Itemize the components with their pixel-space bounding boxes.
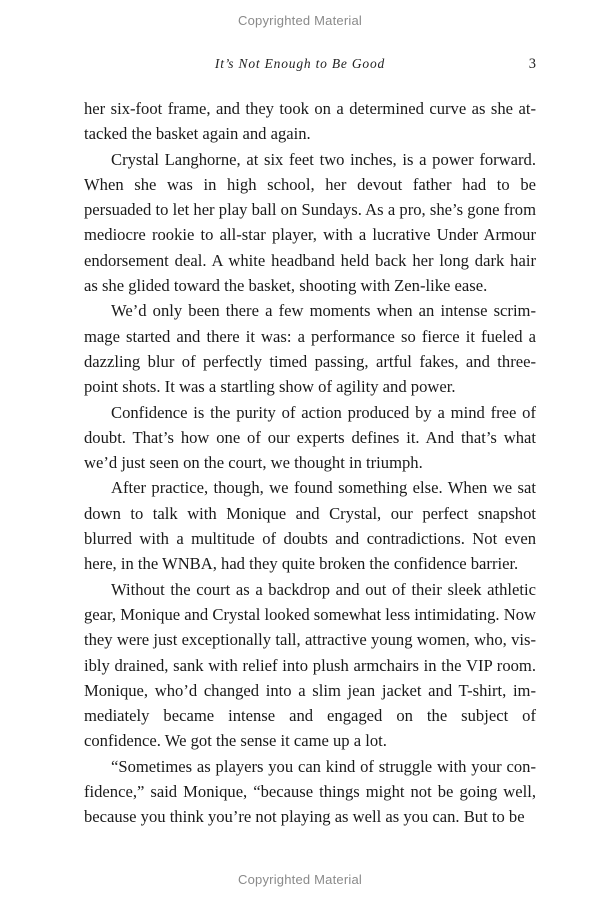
- page-number: 3: [528, 56, 536, 72]
- paragraph: After practice, though, we found something else. When we sat down to talk with Monique and Crystal, our perfect snapshot blurred with a multitude of doubts and contradictions. Not even here, in the WNBA, had they quite broken the confidence barrier.: [84, 478, 536, 574]
- paragraph: Without the court as a backdrop and out of their sleek athletic gear, Monique and Crystal looked somewhat less intimidating. Now they were just exceptionally tall, attractive young women, who, visibly drained, sank with relief into plush armchairs in the VIP room. Monique, who’d changed into a slim jean jacket and T-shirt, immediately became intense and engaged on the subject of confidence. We got the sense it came up a lot.: [84, 579, 536, 751]
- running-head: [0, 56, 600, 74]
- copyright-watermark-top: Copyrighted Material: [238, 13, 362, 28]
- paragraph: “Sometimes as players you can kind of struggle with your confidence,” said Monique, “because things might not be going well, because you think you’re not playing as well as you can. But to be: [84, 756, 536, 827]
- paragraph: Crystal Langhorne, at six feet two inches, is a power forward. When she was in high school, her devout father had to be persuaded to let her play ball on Sundays. As a pro, she’s gone from mediocre rookie to all-star player, with a lucrative Under Armour endorsement deal. A white headband held back her long dark hair as she glided toward the basket, shooting with Zen-like ease.: [84, 149, 536, 296]
- running-title: It’s Not Enough to Be Good: [214, 56, 386, 71]
- paragraph-continued: her six-foot frame, and they took on a determined curve as she attacked the basket again and again.: [84, 99, 536, 144]
- copyright-watermark-bottom: Copyrighted Material: [238, 872, 362, 887]
- paragraph: We’d only been there a few moments when an intense scrimmage started and there it was: a performance so fierce it fueled a dazzling blur of perfectly timed passing, artful fakes, and three-point shots. It was a startling show of agility and power.: [84, 301, 536, 397]
- body-text: [84, 96, 536, 830]
- paragraph: Confidence is the purity of action produced by a mind free of doubt. That’s how one of our experts defines it. And that’s what we’d just seen on the court, we thought in triumph.: [84, 402, 536, 473]
